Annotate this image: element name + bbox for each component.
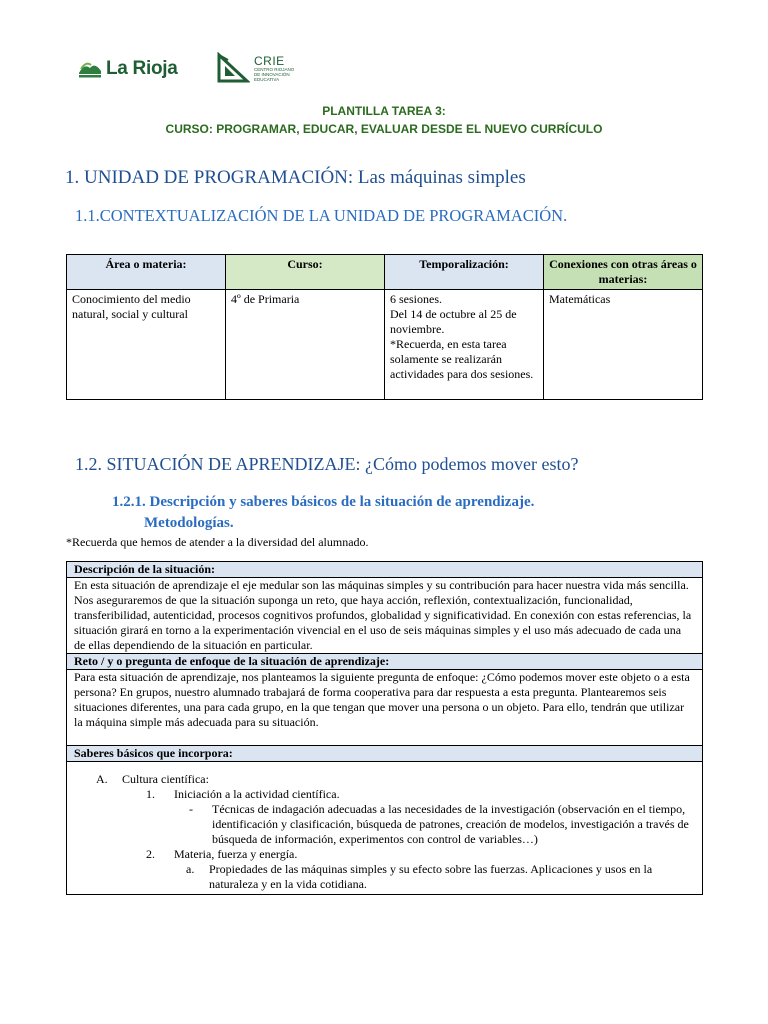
la-rioja-mark-icon	[78, 59, 102, 79]
saberes-header: Saberes básicos que incorpora:	[67, 746, 703, 762]
temp-note: *Recuerda, en esta tarea solamente se realizarán actividades para dos sesiones.	[390, 337, 534, 381]
situation-table	[66, 561, 703, 895]
list-item: a. Propiedades de las máquinas simples y su efecto sobre las fuerzas. Aplicaciones y usos en la naturaleza y en la vida cotidiana.	[186, 862, 653, 891]
heading-descripcion	[112, 492, 534, 534]
temp-dates: Del 14 de octubre al 25 de noviembre.	[390, 307, 517, 336]
cell-conexiones: Matemáticas	[544, 290, 703, 400]
la-rioja-logo	[78, 58, 178, 80]
diversity-note: *Recuerda que hemos de atender a la diversidad del alumnado.	[66, 535, 369, 549]
header-area: Área o materia:	[67, 255, 226, 290]
reto-text: Para esta situación de aprendizaje, nos planteamos la siguiente pregunta de enfoque: ¿Cómo podemos mover este objeto o a esta persona? En grupos, nuestro alumnado trabajará de forma cooperativa para dar respuesta a esta pregunta. Plantearemos seis situaciones diferentes, una para cada grupo, en la que tengan que mover una persona o un objeto. Para ello, tendrán que utilizar la máquina simple más adecuada para su situación.	[67, 670, 703, 746]
desc-header: Descripción de la situación:	[67, 562, 703, 578]
heading-situacion: 1.2. SITUACIÓN DE APRENDIZAJE: ¿Cómo podemos mover esto?	[75, 454, 579, 474]
desc-text: En esta situación de aprendizaje el eje medular son las máquinas simples y su contribución para hacer nuestra vida más sencilla. Nos aseguraremos de que la situación suponga un reto, que haya acción, reflexión, contextualización, funcionalidad, transferibilidad, autenticidad, procesos cognitivos profundos, globalidad y significatividad. En conexión con estas referencias, la situación girará en torno a la experimentación vivencial en el uso de seis máquinas simples y el uso más adecuado de cada una de ellas dependiendo de la situación en particular.	[67, 578, 703, 654]
list-item: 2. Materia, fuerza y energía.	[146, 847, 298, 861]
list-item: A. Cultura científica:	[96, 772, 209, 786]
cell-curso: 4º de Primaria	[226, 290, 385, 400]
crie-subtitle-2: DE INNOVACIÓN	[254, 71, 290, 77]
heading-descripcion-line2: Metodologías.	[144, 515, 234, 531]
crie-subtitle-3: EDUCATIVA	[254, 76, 280, 82]
heading-unidad: 1. UNIDAD DE PROGRAMACIÓN: Las máquinas simples	[65, 167, 526, 188]
crie-mark-icon	[216, 52, 250, 84]
list-item: - Técnicas de indagación adecuadas a las necesidades de la investigación (observación en el tiempo, identificación y clasificación, búsqueda de patrones, creación de modelos, investigación a través de búsqueda de información, experimentos con control de variables…)	[189, 802, 689, 846]
list-item: 1. Iniciación a la actividad científica.	[146, 787, 340, 801]
reto-header: Reto / y o pregunta de enfoque de la situación de aprendizaje:	[67, 654, 703, 670]
cell-temporalizacion	[385, 290, 544, 400]
template-title-line1: PLANTILLA TAREA 3:	[322, 104, 446, 118]
header-conexiones: Conexiones con otras áreas o materias:	[544, 255, 703, 290]
heading-contextualizacion: 1.1.CONTEXTUALIZACIÓN DE LA UNIDAD DE PROGRAMACIÓN.	[75, 206, 568, 225]
cell-area: Conocimiento del medio natural, social y cultural	[67, 290, 226, 400]
heading-descripcion-line1: 1.2.1. Descripción y saberes básicos de la situación de aprendizaje.	[112, 494, 535, 510]
crie-logo	[216, 52, 294, 84]
template-title	[0, 102, 768, 138]
context-table	[66, 254, 703, 400]
crie-subtitle-1: CENTRO RIOJANO	[254, 66, 295, 72]
la-rioja-text: La Rioja	[106, 58, 178, 79]
saberes-content	[67, 762, 703, 895]
crie-title: CRIE	[254, 53, 285, 68]
header-curso: Curso:	[226, 255, 385, 290]
temp-sessions: 6 sesiones.	[390, 292, 442, 306]
header-logos	[78, 52, 338, 92]
template-title-line2: CURSO: PROGRAMAR, EDUCAR, EVALUAR DESDE EL NUEVO CURRÍCULO	[165, 122, 603, 136]
header-temporalizacion: Temporalización:	[385, 255, 544, 290]
